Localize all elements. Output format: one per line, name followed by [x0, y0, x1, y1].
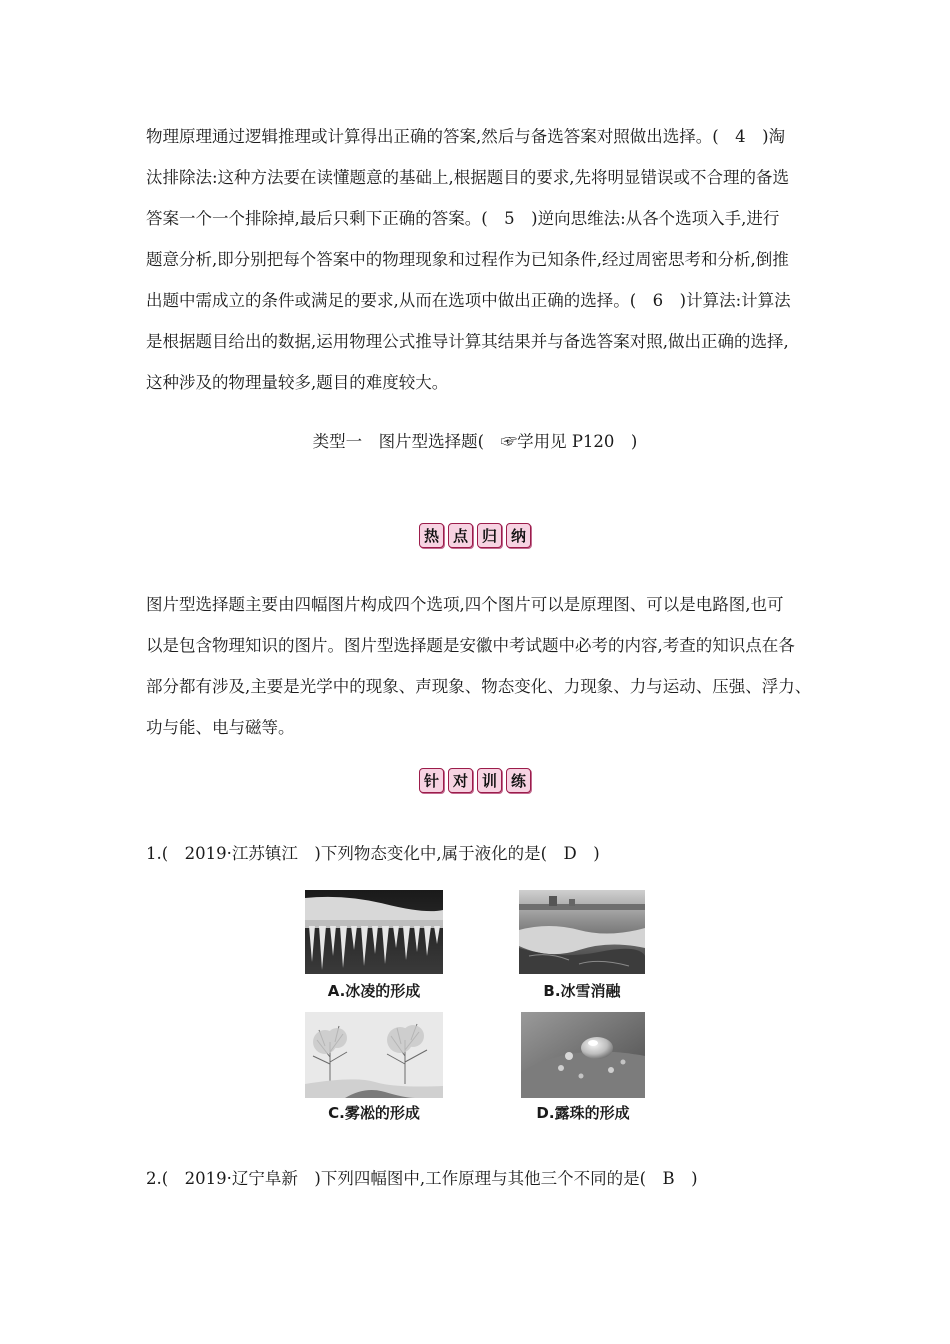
- banner-char: 热: [419, 523, 444, 548]
- text-line: 功与能、电与磁等。: [146, 718, 295, 737]
- question-2: 2.( 2019·辽宁阜新 )下列四幅图中,工作原理与其他三个不同的是( B ): [146, 1169, 698, 1188]
- icicle-photo: [305, 890, 443, 974]
- intro-paragraph: [146, 116, 826, 403]
- banner-char: 练: [506, 768, 531, 793]
- text-line: 出题中需成立的条件或满足的要求,从而在选项中做出正确的选择。( 6 )计算法:计算法: [146, 291, 791, 310]
- text-line: 物理原理通过逻辑推理或计算得出正确的答案,然后与备选答案对照做出选择。( 4 )淘: [146, 127, 786, 146]
- melting-ice-photo: [519, 890, 645, 974]
- text-line: 答案一个一个排除掉,最后只剩下正确的答案。( 5 )逆向思维法:从各个选项入手,进行: [146, 209, 780, 228]
- dew-drop-photo: [521, 1012, 645, 1098]
- question-1: 1.( 2019·江苏镇江 )下列物态变化中,属于液化的是( D ): [146, 844, 600, 863]
- text-line: 题意分析,即分别把每个答案中的物理现象和过程作为已知条件,经过周密思考和分析,倒推: [146, 250, 789, 269]
- text-line: 是根据题目给出的数据,运用物理公式推导计算其结果并与备选答案对照,做出正确的选择,: [146, 332, 789, 351]
- text-line: 图片型选择题主要由四幅图片构成四个选项,四个图片可以是原理图、可以是电路图,也可: [146, 595, 784, 614]
- option-d-caption: D.露珠的形成: [536, 1104, 630, 1122]
- banner-char: 训: [477, 768, 502, 793]
- text-line: 部分都有涉及,主要是光学中的现象、声现象、物态变化、力现象、力与运动、压强、浮力、: [146, 677, 812, 696]
- rime-trees-photo: [305, 1012, 443, 1098]
- text-line: 这种涉及的物理量较多,题目的难度较大。: [146, 373, 449, 392]
- banner-char: 对: [448, 768, 473, 793]
- section-title: 类型一 图片型选择题( ☞学用见 P120 ): [312, 432, 638, 451]
- option-c-caption: C.雾凇的形成: [328, 1104, 420, 1122]
- text-line: 以是包含物理知识的图片。图片型选择题是安徽中考试题中必考的内容,考查的知识点在各: [146, 636, 795, 655]
- banner-char: 纳: [506, 523, 531, 548]
- text-line: 汰排除法:这种方法要在读懂题意的基础上,根据题目的要求,先将明显错误或不合理的备选: [146, 168, 790, 187]
- banner-practice: [0, 768, 950, 793]
- banner-hot-points: [0, 523, 950, 548]
- option-b-caption: B.冰雪消融: [543, 982, 621, 1000]
- option-a-caption: A.冰凌的形成: [327, 982, 421, 1000]
- banner-char: 归: [477, 523, 502, 548]
- summary-paragraph: [146, 584, 826, 748]
- banner-char: 针: [419, 768, 444, 793]
- banner-char: 点: [448, 523, 473, 548]
